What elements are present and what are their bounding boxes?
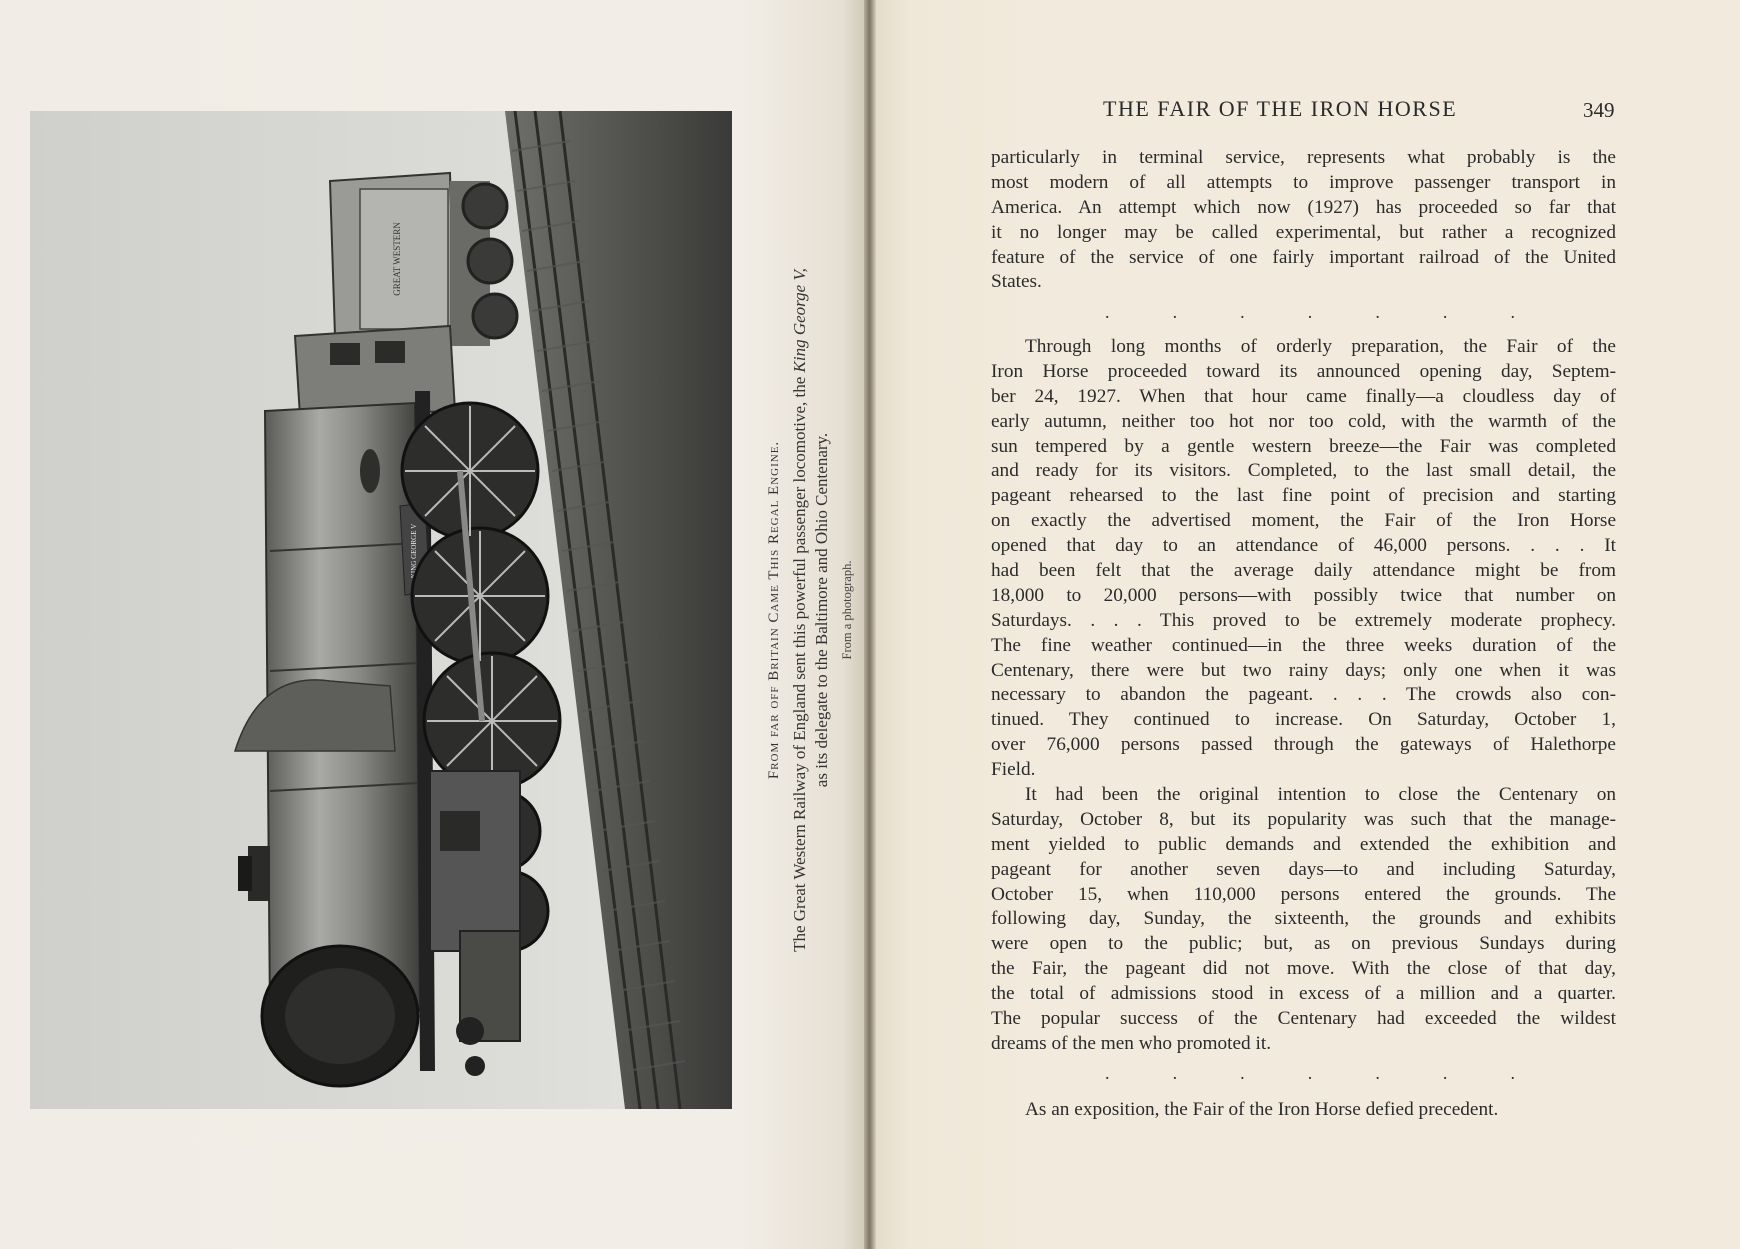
caption-line-1-text: The Great Western Railway of England sent this powerful passenger locomotive, the (790, 372, 809, 952)
text-line: it no longer may be called experimental, but rather a recognized (991, 221, 1616, 243)
caption-title: From far off Britain Came This Regal Engine. (766, 440, 782, 780)
running-head: THE FAIR OF THE IRON HORSE (1103, 96, 1458, 121)
page-number: 349 (1583, 98, 1615, 122)
text-line: Iron Horse proceeded toward its announced opening day, Septem- (991, 360, 1616, 382)
separator-dot: . (1442, 1063, 1448, 1083)
photo-credit: From a photograph. (840, 560, 854, 660)
text-line: Saturdays. . . . This proved to be extremely moderate prophecy. (991, 609, 1616, 631)
paragraph-3 (991, 783, 1616, 1057)
separator-dot: . (1240, 302, 1245, 322)
text-line: States. (991, 271, 1042, 293)
separator-dot: . (1172, 1063, 1178, 1083)
text-line: pageant rehearsed to the last fine point of precision and starting (991, 485, 1616, 507)
paragraph-4 (991, 1098, 1616, 1123)
text-line: Centenary, there were but two rainy days; only one when it was (991, 659, 1616, 681)
text-line: As an exposition, the Fair of the Iron Horse defied precedent. (1025, 1099, 1499, 1120)
separator-dot: . (1105, 302, 1110, 322)
text-line: feature of the service of one fairly important railroad of the United (991, 246, 1616, 268)
text-line: over 76,000 persons passed through the gateways of Halethorpe (991, 734, 1616, 756)
text-line: the total of admissions stood in excess of a million and a quarter. (991, 983, 1616, 1005)
locomotive-illustration (30, 111, 732, 1109)
text-line: ber 24, 1927. When that hour came finally—a cloudless day of (991, 385, 1616, 407)
caption-line-1 (790, 110, 810, 1110)
text-line: 18,000 to 20,000 persons—with possibly twice that number on (991, 584, 1616, 606)
text-line: Field. (991, 759, 1036, 781)
text-line: had been felt that the average daily attendance might be from (991, 560, 1616, 582)
separator-dot: . (1375, 302, 1380, 322)
text-line: The popular success of the Centenary had exceeded the wildest (991, 1008, 1616, 1030)
cab (295, 326, 455, 416)
paragraph-1 (991, 146, 1616, 295)
text-line: ment yielded to public demands and extended the exhibition and (991, 833, 1616, 855)
text-line: dreams of the men who promoted it. (991, 1032, 1272, 1054)
text-line: early autumn, neither too hot nor too cold, with the warmth of the (991, 410, 1616, 432)
text-line: opened that day to an attendance of 46,000 persons. . . . It (991, 535, 1616, 557)
nameplate-text: KING GEORGE V (410, 523, 418, 579)
separator-dot: . (1307, 302, 1313, 322)
locomotive-photo (30, 111, 732, 1109)
book-gutter (864, 0, 876, 1249)
text-line: were open to the public; but, as on previous Sundays during (991, 933, 1616, 955)
separator-dot: . (1510, 1063, 1515, 1083)
text-line: on exactly the advertised moment, the Fair of the Iron Horse (991, 510, 1616, 532)
text-line: particularly in terminal service, represents what probably is the (991, 147, 1616, 168)
text-line: Through long months of orderly preparation, the Fair of the (1025, 336, 1616, 357)
dot-separator-2 (1105, 1063, 1515, 1084)
tender-lettering: GREAT WESTERN (392, 222, 402, 296)
tender (330, 173, 517, 346)
text-line: sun tempered by a gentle western breeze—the Fair was completed (991, 435, 1616, 457)
separator-dot: . (1375, 1063, 1380, 1083)
text-line: the Fair, the pageant did not move. With the close of that day, (991, 958, 1616, 980)
dot-separator-1 (1105, 302, 1515, 323)
text-line: and ready for its visitors. Completed, to the last small detail, the (991, 460, 1616, 482)
separator-dot: . (1240, 1063, 1245, 1083)
text-line: tinued. They continued to increase. On Saturday, October 1, (991, 709, 1616, 731)
text-line: following day, Sunday, the sixteenth, the grounds and exhibits (991, 908, 1616, 930)
separator-dot: . (1442, 302, 1448, 322)
text-line: October 15, when 110,000 persons entered the grounds. The (991, 883, 1616, 905)
text-line: Saturday, October 8, but its popularity was such that the manage- (991, 808, 1616, 830)
text-line: America. An attempt which now (1927) has proceeded so far that (991, 196, 1616, 218)
left-page (0, 0, 868, 1249)
text-line: necessary to abandon the pageant. . . . The crowds also con- (991, 684, 1616, 706)
separator-dot: . (1172, 302, 1178, 322)
text-line: pageant for another seven days—to and including Saturday, (991, 858, 1616, 880)
text-line: The fine weather continued—in the three weeks duration of the (991, 634, 1616, 656)
separator-dot: . (1510, 302, 1515, 322)
separator-dot: . (1307, 1063, 1313, 1083)
paragraph-2 (991, 335, 1616, 783)
separator-dot: . (1105, 1063, 1110, 1083)
text-line: most modern of all attempts to improve passenger transport in (991, 171, 1616, 193)
text-line: It had been the original intention to close the Centenary on (1025, 784, 1616, 805)
caption-engine-name: King George V, (790, 268, 809, 373)
caption-line-2: as its delegate to the Baltimore and Ohio Centenary. (812, 432, 831, 788)
